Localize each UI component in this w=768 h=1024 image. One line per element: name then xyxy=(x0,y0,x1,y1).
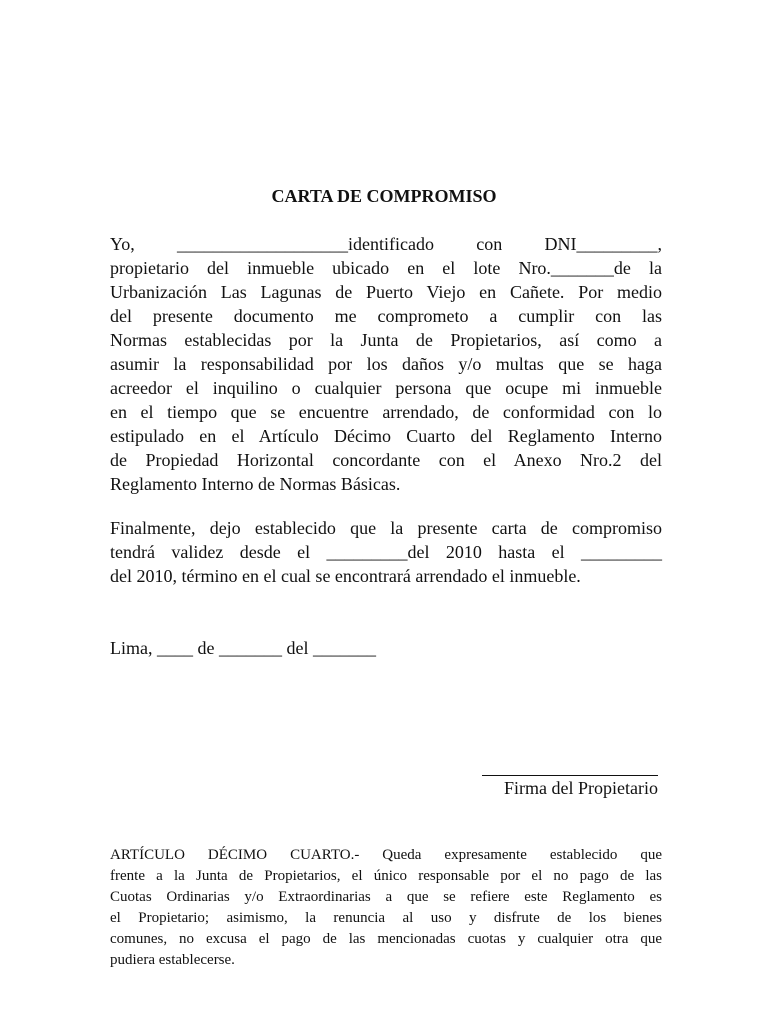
paragraph-line: asumir la responsabilidad por los daños y/o multas que se haga xyxy=(110,354,662,374)
paragraph-line: Urbanización Las Lagunas de Puerto Viejo en Cañete. Por medio xyxy=(110,282,662,302)
paragraph-line: Reglamento Interno de Normas Básicas. xyxy=(110,474,401,494)
paragraph-line: de Propiedad Horizontal concordante con el Anexo Nro.2 del xyxy=(110,450,662,470)
signature-label: Firma del Propietario xyxy=(504,778,658,798)
article-line: ARTÍCULO DÉCIMO CUARTO.- Queda expresamente establecido que xyxy=(110,847,662,863)
document-title: CARTA DE COMPROMISO xyxy=(271,186,497,206)
paragraph-line: en el tiempo que se encuentre arrendado, de conformidad con lo xyxy=(110,402,662,422)
commitment-paragraph xyxy=(110,232,662,496)
article-line: pudiera establecerse. xyxy=(110,952,235,968)
article-line: frente a la Junta de Propietarios, el único responsable por el no pago de las xyxy=(110,868,662,884)
article-excerpt xyxy=(110,845,662,971)
paragraph-line: del 2010, término en el cual se encontrará arrendado el inmueble. xyxy=(110,566,581,586)
validity-paragraph xyxy=(110,516,662,588)
paragraph-line: tendrá validez desde el _________del 2010 hasta el _________ xyxy=(110,542,662,562)
paragraph-line: acreedor el inquilino o cualquier persona que ocupe mi inmueble xyxy=(110,378,662,398)
paragraph-line: estipulado en el Artículo Décimo Cuarto del Reglamento Interno xyxy=(110,426,662,446)
paragraph-line: Finalmente, dejo establecido que la presente carta de compromiso xyxy=(110,518,662,538)
article-line: el Propietario; asimismo, la renuncia al uso y disfrute de los bienes xyxy=(110,910,662,926)
paragraph-line: Normas establecidas por la Junta de Propietarios, así como a xyxy=(110,330,662,350)
article-line: Cuotas Ordinarias y/o Extraordinarias a que se refiere este Reglamento es xyxy=(110,889,662,905)
article-line: comunes, no excusa el pago de las mencionadas cuotas y cualquier otra que xyxy=(110,931,662,947)
paragraph-line: del presente documento me comprometo a cumplir con las xyxy=(110,306,662,326)
date-line: Lima, ____ de _______ del _______ xyxy=(110,638,376,658)
paragraph-line: propietario del inmueble ubicado en el lote Nro._______de la xyxy=(110,258,662,278)
paragraph-line: Yo, ___________________identificado con DNI_________, xyxy=(110,234,662,254)
